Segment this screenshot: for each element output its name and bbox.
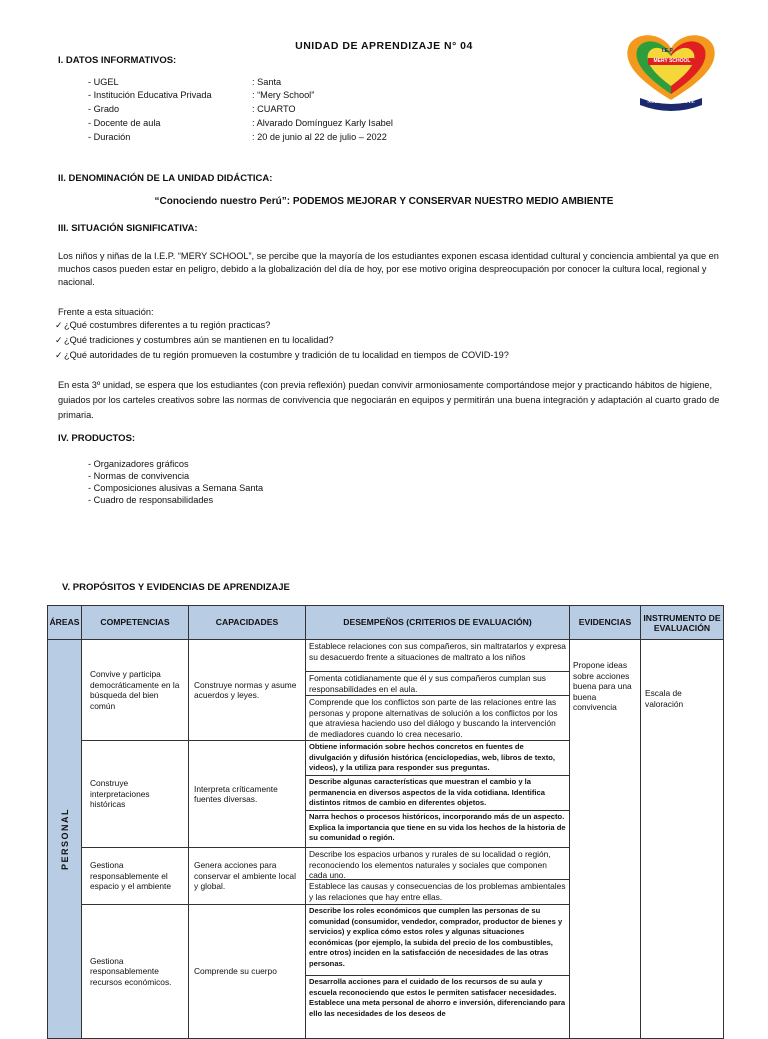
product-item: - Organizadores gráficos: [88, 459, 189, 469]
desempeno-cell: Narra hechos o procesos históricos, incorporando más de un aspecto. Explica la importancia que tiene en su vida los hechos de la historia de su comunidad o región.: [305, 810, 570, 848]
area-label: PERSONAL: [59, 807, 70, 871]
situation-paragraph-1: Los niños y niñas de la I.E.P. “MERY SCHOOL”, se percibe que la mayoría de los estudiantes exponen escasa identidad cultural y conciencia ambiental ya que en muchos casos pueden estar en peligro, debido a la globalización del día de hoy, por ese motivo origina despreocupación por conocer la cultura local, regional y nacional.: [58, 251, 719, 287]
unit-name-rest: : PODEMOS MEJORAR Y CONSERVAR NUESTRO MEDIO AMBIENTE: [286, 196, 614, 207]
evidencia-text: Propone ideas sobre acciones buena para una buena convivencia: [573, 660, 632, 712]
header-areas: ÁREAS: [47, 605, 82, 640]
desempeno-cell: Desarrolla acciones para el cuidado de los recursos de su aula y escuela reconociendo que estos le permiten satisfacer necesidades. Establece una meta personal de ahorro e inversión, diferenciando para ello las necesidades de los deseos de: [305, 975, 570, 1039]
section-3-title: III. SITUACIÓN SIGNIFICATIVA:: [58, 223, 198, 234]
competencia-cell: Convive y participa democráticamente en la búsqueda del bien común: [81, 639, 189, 741]
checkmark-icon: ✓: [55, 320, 63, 330]
situation-intro: Frente a esta situación:: [58, 307, 154, 317]
capacidad-cell: Comprende su cuerpo: [188, 904, 306, 1039]
school-logo: [618, 28, 724, 114]
product-item: - Normas de convivencia: [88, 471, 190, 481]
desempeno-cell: Establece relaciones con sus compañeros, sin maltratarlos y expresa su desacuerdo frente a situaciones de maltrato a los niños: [305, 639, 570, 672]
section-4-title: IV. PRODUCTOS:: [58, 433, 136, 444]
competencia-cell: Gestiona responsablemente recursos económicos.: [81, 904, 189, 1039]
product-item: - Cuadro de responsabilidades: [88, 495, 214, 505]
instrumento-cell: [640, 639, 724, 1039]
unit-name-quote: “Conociendo nuestro Perú”: [154, 196, 287, 207]
unit-denomination: [0, 196, 768, 207]
header-instrumento: INSTRUMENTO DE EVALUACIÓN: [640, 605, 724, 640]
competencia-cell: Construye interpretaciones históricas: [81, 740, 189, 848]
document-title: UNIDAD DE APRENDIZAJE N° 04: [295, 40, 473, 52]
question-item: ✓¿Qué autoridades de tu región promueven la costumbre y tradición de tu localidad en tiempos de COVID-19?: [55, 350, 509, 360]
checkmark-icon: ✓: [55, 335, 63, 345]
capacidad-cell: Interpreta críticamente fuentes diversas.: [188, 740, 306, 848]
desempeno-cell: Fomenta cotidianamente que él y sus compañeros cumplan sus responsabilidades en el aula.: [305, 671, 570, 696]
product-item: - Composiciones alusivas a Semana Santa: [88, 483, 264, 493]
logo-top-text: I.E.P.: [662, 48, 674, 54]
competencia-cell: Gestiona responsablemente el espacio y el ambiente: [81, 847, 189, 905]
header-desempenos: DESEMPEÑOS (CRITERIOS DE EVALUACIÓN): [305, 605, 570, 640]
section-2-title: II. DENOMINACIÓN DE LA UNIDAD DIDÁCTICA:: [58, 173, 273, 184]
desempeno-cell: Establece las causas y consecuencias de los problemas ambientales y las relaciones que hay entre ellas.: [305, 879, 570, 905]
question-item: ✓¿Qué tradiciones y costumbres aún se mantienen en tu localidad?: [55, 335, 334, 345]
instrumento-text: Escala de valoración: [645, 688, 684, 709]
evidencia-cell: [569, 639, 641, 1039]
capacidad-cell: Construye normas y asume acuerdos y leyes.: [188, 639, 306, 741]
section-1-title: I. DATOS INFORMATIVOS:: [58, 55, 177, 66]
purposes-table: [47, 605, 724, 1035]
section-5-title: V. PROPÓSITOS Y EVIDENCIAS DE APRENDIZAJE: [62, 582, 290, 593]
header-evidencias: EVIDENCIAS: [569, 605, 641, 640]
capacidad-cell: Genera acciones para conservar el ambiente local y global.: [188, 847, 306, 905]
logo-bottom-text: NUEVO CHIMBOTE: [647, 100, 695, 105]
question-item: ✓¿Qué costumbres diferentes a tu región practicas?: [55, 320, 271, 330]
checkmark-icon: ✓: [55, 350, 63, 360]
situation-paragraph-2: En esta 3º unidad, se espera que los estudiantes (con previa reflexión) puedan convivir armoniosamente comportándose mejor y practicando hábitos de higiene, guiados por los carteles creativos sobre las normas de convivencia que negociarán en equipos y permitirán una buena integración y adaptación al cuarto grado de primaria.: [58, 380, 720, 420]
header-capacidades: CAPACIDADES: [188, 605, 306, 640]
logo-school-text: MERY SCHOOL: [653, 58, 691, 64]
desempeno-cell: Describe los roles económicos que cumplen las personas de su comunidad (consumidor, vendedor, comprador, productor de bienes y servicios) y explica cómo estos roles y algunas situaciones económicas (por ejemplo, la subida del precio de los combustibles, entre otros) inciden en la satisfacción de necesidades de las otras personas.: [305, 904, 570, 976]
desempeno-cell: Describe algunas características que muestran el cambio y la permanencia en diversos aspectos de la vida cotidiana. Identifica distintos ritmos de cambio en diferentes objetos.: [305, 775, 570, 811]
desempeno-cell: Obtiene información sobre hechos concretos en fuentes de divulgación y difusión histórica (enciclopedias, web, libros de texto, videos), y la utiliza para responder sus preguntas.: [305, 740, 570, 776]
desempeno-cell: Describe los espacios urbanos y rurales de su localidad o región, reconociendo los elementos naturales y sociales que componen cada uno.: [305, 847, 570, 880]
desempeno-cell: Comprende que los conflictos son parte de las relaciones entre las personas y propone alternativas de solución a los conflictos por los que atraviesa haciendo uso del diálogo y buscando la intervención de mediadores cuando lo crea necesario.: [305, 695, 570, 741]
area-cell: [47, 639, 82, 1039]
header-competencias: COMPETENCIAS: [81, 605, 189, 640]
